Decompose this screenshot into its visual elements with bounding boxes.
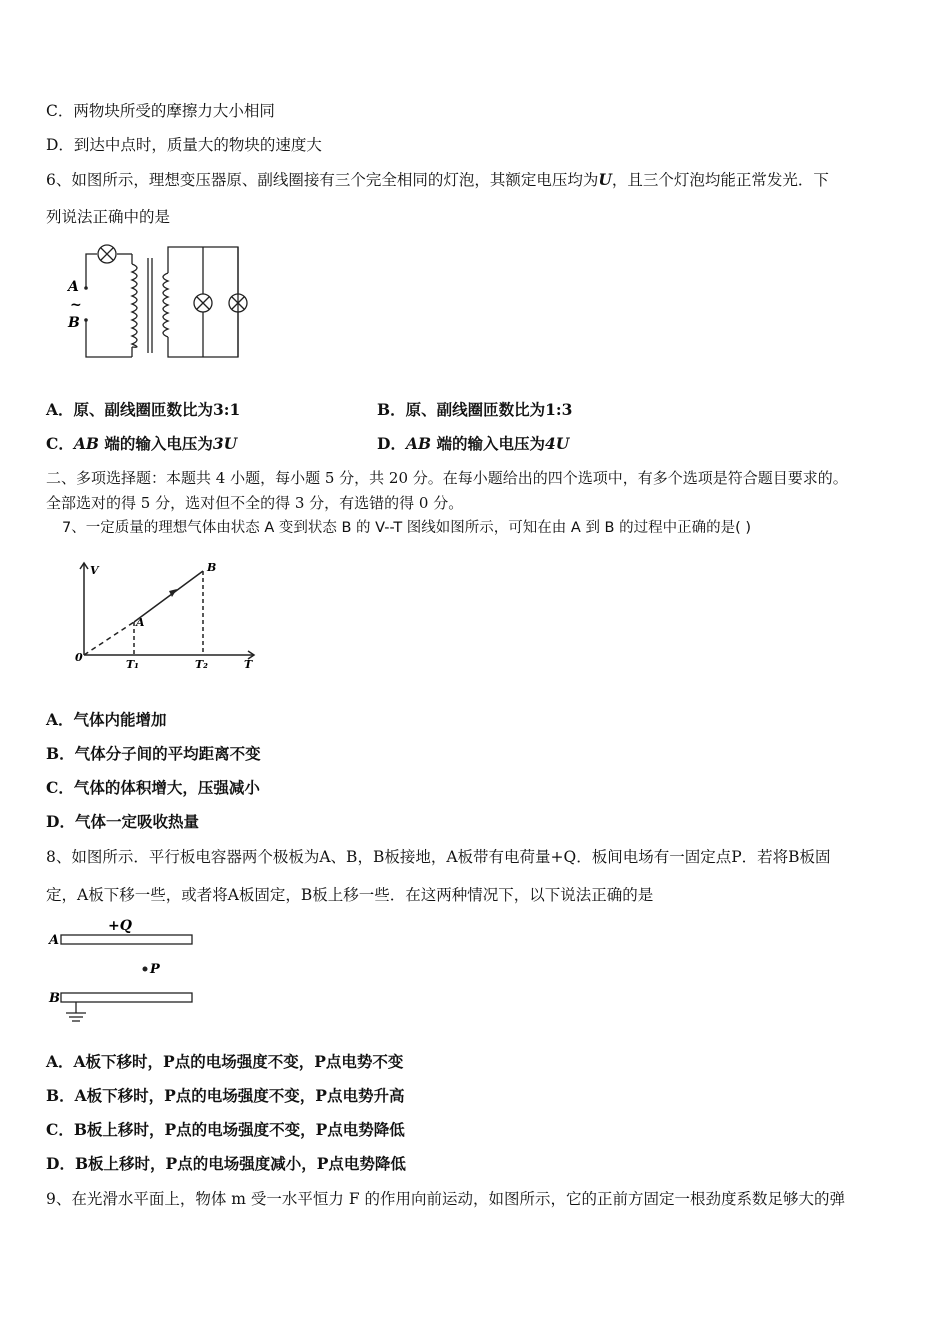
option-c-prev: C．两物块所受的摩擦力大小相同 (46, 102, 275, 120)
terminal-b-label: B (68, 315, 80, 331)
section-2-heading: 二、多项选择题：本题共 4 小题，每小题 5 分，共 20 分。在每小题给出的四个选项中，有多个选项是符合题目要求的。 (46, 469, 848, 487)
question-8-line2: 定，A板下移一些，或者将A板固定，B板上移一些．在这两种情况下，以下说法正确的是 (46, 886, 654, 904)
point-p-label: P (150, 962, 160, 977)
q7-option-c: C．气体的体积增大，压强减小 (46, 778, 260, 797)
transformer-circuit-figure (60, 238, 260, 368)
q8-option-d: D．B板上移时，P点的电场强度减小，P点电势降低 (46, 1154, 406, 1173)
charge-label: +Q (108, 918, 132, 934)
q8-option-c: C．B板上移时，P点的电场强度不变，P点电势降低 (46, 1120, 405, 1139)
q7-option-a: A．气体内能增加 (46, 710, 167, 729)
point-a-label: A (136, 616, 145, 629)
q6-option-c (46, 434, 237, 454)
capacitor-plates-figure (46, 915, 206, 1035)
q6-var-u: U (598, 170, 612, 189)
q7-option-d: D．气体一定吸收热量 (46, 812, 199, 831)
q6-d-var: AB (405, 434, 432, 453)
t1-tick-label: T₁ (126, 658, 140, 671)
q6-c-prefix: C． (46, 434, 74, 453)
q6-text: 6、如图所示，理想变压器原、副线圈接有三个完全相同的灯泡，其额定电压均为 (46, 171, 599, 189)
option-d-prev: D．到达中点时，质量大的物块的速度大 (46, 136, 322, 154)
section-2-scoring: 全部选对的得 5 分，选对但不全的得 3 分，有选错的得 0 分。 (46, 494, 464, 512)
vt-graph-figure (74, 558, 264, 673)
q6-option-d (377, 434, 569, 454)
point-b-label: B (207, 561, 217, 574)
q8-option-a: A．A板下移时，P点的电场强度不变，P点电势不变 (46, 1052, 404, 1071)
question-8-line1: 8、如图所示．平行板电容器两个极板为A、B，B板接地，A板带有电荷量+Q．板间电场有一固定点P．若将B板固 (46, 848, 831, 866)
q6-d-prefix: D． (377, 434, 406, 453)
v-axis-label: V (90, 564, 99, 577)
q6-d-value: 4U (545, 434, 570, 453)
question-6-line1 (46, 170, 829, 190)
plate-a-label: A (49, 933, 60, 948)
question-7: 7、一定质量的理想气体由状态 A 变到状态 B 的 V--T 图线如图所示，可知在由 A 到 B 的过程中正确的是( ) (62, 520, 752, 536)
q6-option-a: A．原、副线圈匝数比为3:1 (46, 400, 241, 419)
origin-label: 0 (75, 651, 83, 664)
q6-option-b: B．原、副线圈匝数比为1:3 (377, 400, 573, 419)
q6-c-var: AB (73, 434, 99, 453)
q6-c-text: 端的输入电压为 (98, 434, 213, 453)
t-axis-label: T (244, 658, 253, 671)
question-9: 9、在光滑水平面上，物体 m 受一水平恒力 F 的作用向前运动，如图所示，它的正前方固定一根劲度系数足够大的弹 (46, 1190, 846, 1208)
q7-option-b: B．气体分子间的平均距离不变 (46, 744, 261, 763)
terminal-a-label: A (68, 279, 79, 295)
q6-c-value: 3U (212, 434, 238, 453)
question-6-line2: 列说法正确中的是 (46, 208, 171, 226)
ac-symbol: ~ (70, 297, 82, 313)
q8-option-b: B．A板下移时，P点的电场强度不变，P点电势升高 (46, 1086, 405, 1105)
q6-d-text: 端的输入电压为 (431, 434, 545, 453)
q6-text-end: ，且三个灯泡均能正常发光．下 (611, 171, 829, 189)
plate-b-label: B (49, 991, 60, 1006)
t2-tick-label: T₂ (195, 658, 209, 671)
